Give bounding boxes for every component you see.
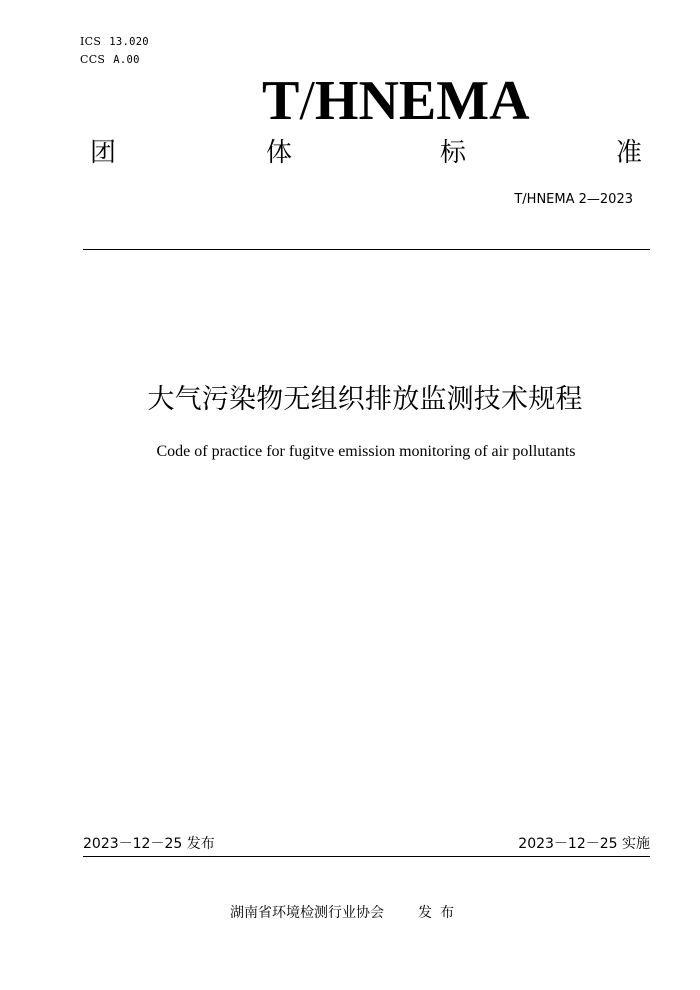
implementation-date: 2023－12－25 实施 <box>518 836 650 852</box>
standard-type-char: 体 <box>266 138 293 168</box>
publisher <box>230 904 462 922</box>
ics-label: ICS <box>80 35 102 48</box>
ccs-label: CCS <box>80 53 106 66</box>
top-divider <box>83 249 650 250</box>
title-chinese: 大气污染物无组织排放监测技术规程 <box>147 384 583 415</box>
standard-type <box>0 136 700 172</box>
organization-logo <box>262 72 530 130</box>
logo-slash: / <box>299 70 315 132</box>
standard-type-char: 准 <box>616 138 643 168</box>
ccs-classification <box>80 53 140 67</box>
standard-type-char: 团 <box>90 138 117 168</box>
title-english: Code of practice for fugitve emission monitoring of air pollutants <box>156 443 576 460</box>
ics-code: 13.020 <box>109 36 149 48</box>
publisher-action: 发布 <box>418 905 462 921</box>
ics-classification <box>80 35 149 49</box>
publisher-name: 湖南省环境检测行业协会 <box>230 905 384 921</box>
publish-date: 2023－12－25 发布 <box>83 836 215 852</box>
standard-number: T/HNEMA 2—2023 <box>514 192 633 207</box>
ccs-code: A.00 <box>113 54 140 66</box>
logo-name: HNEMA <box>314 70 530 132</box>
bottom-divider <box>83 856 650 857</box>
standard-type-char: 标 <box>440 138 467 168</box>
logo-prefix: T <box>262 70 300 132</box>
